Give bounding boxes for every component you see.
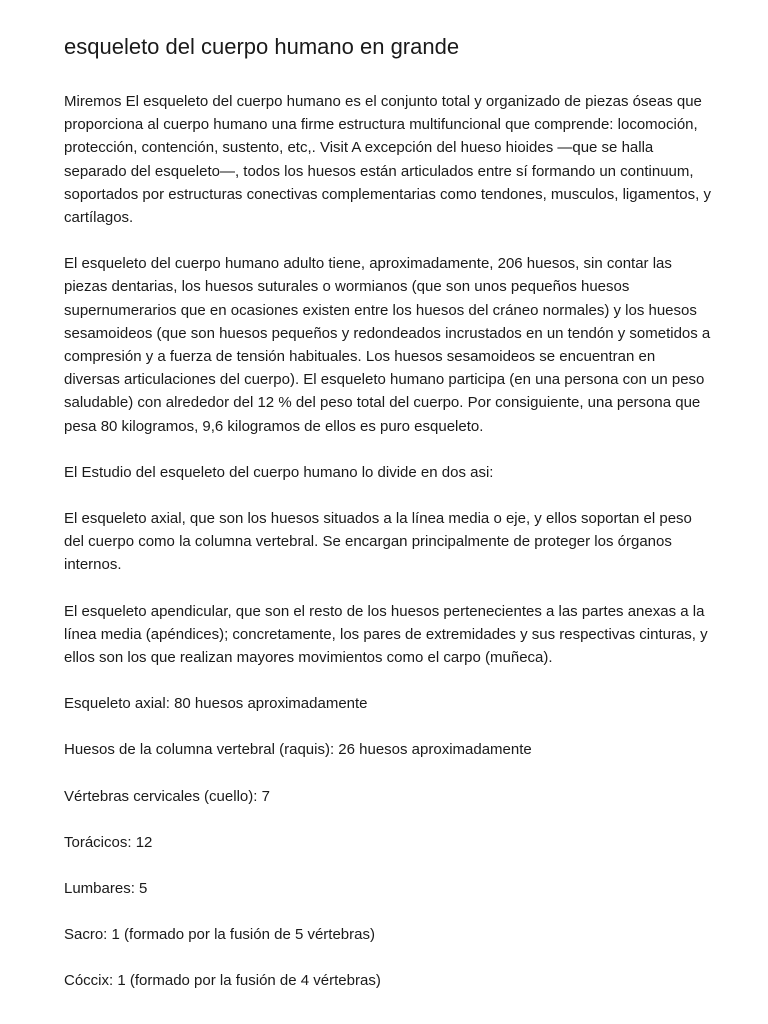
document-title: esqueleto del cuerpo humano en grande — [64, 34, 460, 59]
thoracic-line: Torácicos: 12 — [64, 833, 153, 851]
axial-skeleton-paragraph: El esqueleto axial, que son los huesos situados a la línea media o eje, y ellos soportan el peso del cuerpo como la columna vertebral. Se encargan principalmente de proteger los órganos internos. — [64, 510, 692, 574]
spine-count-line: Huesos de la columna vertebral (raquis): 26 huesos aproximadamente — [64, 741, 532, 759]
cervical-line: Vértebras cervicales (cuello): 7 — [64, 787, 270, 805]
appendicular-skeleton-paragraph: El esqueleto apendicular, que son el resto de los huesos pertenecientes a las partes anexas a la línea media (apéndices); concretamente, los pares de extremidades y sus respectivas cinturas, y ellos son los que realizan mayores movimientos como el carpo (muñeca). — [64, 602, 708, 667]
sacrum-line: Sacro: 1 (formado por la fusión de 5 vértebras) — [64, 926, 375, 944]
intro-paragraph: Miremos El esqueleto del cuerpo humano es el conjunto total y organizado de piezas óseas que proporciona al cuerpo humano una firme estructura multifuncional que comprende: locomoción, protección, contención, sustento, etc,. Visit A excepción del hueso hioides —que se halla separado del esqueleto—, todos los huesos están articulados entre sí formando un continuum, soportados por estructuras conectivas complementarias como tendones, musculos, ligamentos, y cartílagos. — [64, 93, 711, 227]
bone-count-paragraph: El esqueleto del cuerpo humano adulto tiene, aproximadamente, 206 huesos, sin contar las piezas dentarias, los huesos suturales o wormianos (que son unos pequeños huesos supernumerarios que en ocasiones existen entre los huesos del cráneo normales) y los huesos sesamoideos (que son huesos pequeños y redondeados incrustados en un tendón y sometidos a compresión y a fuerza de tensión habituales. Los huesos sesamoideos se encuentran en diversas articulaciones del cuerpo). El esqueleto humano participa (en una persona con un peso saludable) con alrededor del 12 % del peso total del cuerpo. Por consiguiente, una persona que pesa 80 kilogramos, 9,6 kilogramos de ellos es puro esqueleto. — [64, 255, 711, 435]
axial-count-line: Esqueleto axial: 80 huesos aproximadamente — [64, 695, 368, 713]
study-division-paragraph: El Estudio del esqueleto del cuerpo humano lo divide en dos asi: — [64, 463, 494, 481]
document-page — [64, 32, 712, 1016]
coccyx-line: Cóccix: 1 (formado por la fusión de 4 vértebras) — [64, 972, 381, 990]
lumbar-line: Lumbares: 5 — [64, 880, 148, 898]
